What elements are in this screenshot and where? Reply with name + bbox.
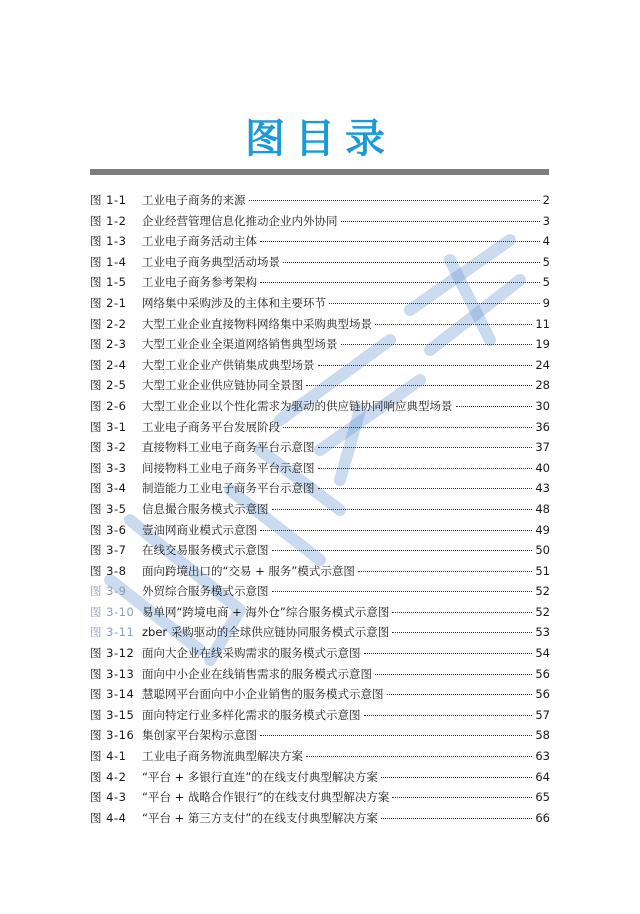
toc-entry[interactable] [90, 355, 550, 376]
figure-title: 慧聪网平台面向中小企业销售的服务模式示意图 [142, 687, 384, 702]
page-number: 56 [535, 666, 550, 681]
toc-entry[interactable] [90, 808, 550, 829]
figure-number: 图 3-6 [90, 522, 127, 537]
page-number: 63 [535, 749, 550, 764]
figure-number: 图 3-8 [90, 563, 127, 578]
dot-leader [375, 324, 532, 325]
figure-title: 间接物料工业电子商务平台示意图 [142, 460, 315, 475]
figure-number: 图 3-12 [90, 646, 135, 661]
toc-entry[interactable] [90, 314, 550, 335]
figure-title: 集创家平台架构示意图 [142, 728, 257, 743]
figure-title: 面向大企业在线采购需求的服务模式示意图 [142, 646, 361, 661]
dot-leader [306, 385, 532, 386]
page-number: 43 [535, 481, 550, 496]
figure-title: “平台 + 多银行直连”的在线支付典型解决方案 [142, 769, 378, 784]
figure-number: 图 2-1 [90, 295, 127, 310]
toc-entry[interactable] [90, 272, 550, 293]
figure-number: 图 3-15 [90, 707, 135, 722]
figure-number: 图 3-2 [90, 440, 127, 455]
figure-number: 图 2-5 [90, 378, 127, 393]
page-number: 65 [535, 790, 550, 805]
figure-title: “平台 + 第三方支付”的在线支付典型解决方案 [142, 810, 378, 825]
figure-title: 面向特定行业多样化需求的服务模式示意图 [142, 707, 361, 722]
page-number: 4 [542, 234, 550, 249]
toc-entry[interactable] [90, 375, 550, 396]
toc-entry[interactable] [90, 622, 550, 643]
dot-leader [381, 777, 532, 778]
figure-title: 制造能力工业电子商务平台示意图 [142, 481, 315, 496]
figure-title: 信息撮合服务模式示意图 [142, 501, 269, 516]
page-number: 54 [535, 646, 550, 661]
toc-entry[interactable] [90, 540, 550, 561]
page-number: 52 [535, 604, 550, 619]
figure-title: “平台 + 战略合作银行”的在线支付典型解决方案 [142, 790, 390, 805]
page-number: 5 [542, 254, 550, 269]
figure-title: zber 采购驱动的全球供应链协同服务模式示意图 [142, 625, 390, 640]
figure-number: 图 3-16 [90, 728, 135, 743]
figure-title: 易单网“跨境电商 + 海外仓”综合服务模式示意图 [142, 604, 390, 619]
toc-entry[interactable] [90, 231, 550, 252]
figure-title: 直接物料工业电子商务平台示意图 [142, 440, 315, 455]
figure-title: 面向跨境出口的“交易 + 服务”模式示意图 [142, 563, 355, 578]
figure-number: 图 3-4 [90, 481, 127, 496]
dot-leader [272, 550, 533, 551]
toc-entry[interactable] [90, 252, 550, 273]
toc-entry[interactable] [90, 293, 550, 314]
toc-entry[interactable] [90, 725, 550, 746]
dot-leader [329, 303, 540, 304]
figure-list [90, 190, 550, 828]
toc-entry[interactable] [90, 499, 550, 520]
figure-number: 图 1-2 [90, 213, 127, 228]
figure-title: 工业电子商务参考架构 [142, 275, 257, 290]
dot-leader [387, 694, 533, 695]
toc-entry[interactable] [90, 787, 550, 808]
figure-title: 工业电子商务的来源 [142, 193, 246, 207]
dot-leader [341, 221, 540, 222]
figure-number: 图 1-5 [90, 275, 127, 290]
toc-entry[interactable] [90, 767, 550, 788]
page-number: 53 [535, 625, 550, 640]
toc-entry[interactable] [90, 334, 550, 355]
figure-title: 面向中小企业在线销售需求的服务模式示意图 [142, 666, 372, 681]
page-number: 2 [542, 193, 550, 207]
page-number: 30 [535, 398, 550, 413]
toc-entry[interactable] [90, 643, 550, 664]
toc-entry[interactable] [90, 684, 550, 705]
page-number: 51 [535, 563, 550, 578]
page-title: 图目录 [245, 116, 395, 162]
figure-title: 工业电子商务活动主体 [142, 234, 257, 249]
page-number: 28 [535, 378, 550, 393]
toc-entry[interactable] [90, 458, 550, 479]
toc-entry[interactable] [90, 664, 550, 685]
figure-title: 企业经营管理信息化推动企业内外协同 [142, 213, 338, 228]
figure-number: 图 2-3 [90, 337, 127, 352]
figure-title: 工业电子商务平台发展阶段 [142, 419, 280, 434]
page-number: 24 [535, 357, 550, 372]
page-number: 37 [535, 440, 550, 455]
figure-number: 图 2-4 [90, 357, 127, 372]
dot-leader [318, 468, 533, 469]
dot-leader [364, 715, 533, 716]
figure-title: 大型工业企业全渠道网络销售典型场景 [142, 337, 338, 352]
dot-leader [272, 591, 533, 592]
toc-entry[interactable] [90, 705, 550, 726]
dot-leader [283, 427, 532, 428]
dot-leader [392, 797, 532, 798]
dot-leader [341, 344, 533, 345]
figure-title: 大型工业企业以个性化需求为驱动的供应链协同响应典型场景 [142, 398, 453, 413]
figure-title: 网络集中采购涉及的主体和主要环节 [142, 295, 326, 310]
figure-title: 外贸综合服务模式示意图 [142, 584, 269, 599]
figure-number: 图 3-9 [90, 584, 127, 599]
figure-title: 大型工业企业直接物料网络集中采购典型场景 [142, 316, 372, 331]
figure-number: 图 4-1 [90, 749, 127, 764]
figure-number: 图 3-1 [90, 419, 127, 434]
page-number: 52 [535, 584, 550, 599]
page-number: 5 [542, 275, 550, 290]
page-number: 58 [535, 728, 550, 743]
toc-entry[interactable] [90, 520, 550, 541]
dot-leader [318, 488, 533, 489]
page-number: 50 [535, 543, 550, 558]
page-number: 9 [542, 295, 550, 310]
dot-leader [272, 509, 533, 510]
page-number: 11 [535, 316, 550, 331]
page-number: 49 [535, 522, 550, 537]
toc-entry[interactable] [90, 396, 550, 417]
figure-number: 图 2-2 [90, 316, 127, 331]
toc-entry[interactable] [90, 478, 550, 499]
page-number: 57 [535, 707, 550, 722]
toc-entry[interactable] [90, 190, 550, 211]
figure-title: 大型工业企业产供销集成典型场景 [142, 357, 315, 372]
dot-leader [306, 756, 532, 757]
dot-leader [249, 200, 540, 201]
toc-entry[interactable] [90, 437, 550, 458]
toc-entry[interactable] [90, 581, 550, 602]
figure-number: 图 3-10 [90, 604, 135, 619]
dot-leader [260, 241, 540, 242]
toc-entry[interactable] [90, 211, 550, 232]
dot-leader [364, 653, 533, 654]
figure-title: 壹油网商业模式示意图 [142, 522, 257, 537]
toc-entry[interactable] [90, 746, 550, 767]
dot-leader [381, 818, 532, 819]
figure-number: 图 3-11 [90, 625, 135, 640]
dot-leader [260, 735, 532, 736]
figure-number: 图 1-1 [90, 193, 127, 207]
dot-leader [392, 632, 532, 633]
figure-number: 图 3-5 [90, 501, 127, 516]
dot-leader [283, 262, 540, 263]
figure-number: 图 3-7 [90, 543, 127, 558]
page-number: 40 [535, 460, 550, 475]
figure-title: 在线交易服务模式示意图 [142, 543, 269, 558]
toc-entry[interactable] [90, 561, 550, 582]
figure-number: 图 4-4 [90, 810, 127, 825]
toc-entry[interactable] [90, 602, 550, 623]
dot-leader [456, 406, 533, 407]
figure-number: 图 3-3 [90, 460, 127, 475]
dot-leader [392, 612, 532, 613]
page-number: 19 [535, 337, 550, 352]
page-number: 64 [535, 769, 550, 784]
title-divider [90, 169, 549, 175]
page-number: 36 [535, 419, 550, 434]
dot-leader [260, 282, 540, 283]
figure-number: 图 4-3 [90, 790, 127, 805]
figure-number: 图 1-3 [90, 234, 127, 249]
figure-title: 工业电子商务物流典型解决方案 [142, 749, 303, 764]
figure-number: 图 2-6 [90, 398, 127, 413]
figure-number: 图 3-14 [90, 687, 135, 702]
figure-number: 图 3-13 [90, 666, 135, 681]
figure-title: 大型工业企业供应链协同全景图 [142, 378, 303, 393]
page-number: 48 [535, 501, 550, 516]
dot-leader [358, 571, 532, 572]
page-number: 3 [542, 213, 550, 228]
dot-leader [260, 530, 532, 531]
dot-leader [375, 674, 532, 675]
figure-title: 工业电子商务典型活动场景 [142, 254, 280, 269]
dot-leader [318, 365, 533, 366]
page-number: 66 [535, 810, 550, 825]
figure-number: 图 1-4 [90, 254, 127, 269]
page-number: 56 [535, 687, 550, 702]
dot-leader [318, 447, 533, 448]
toc-entry[interactable] [90, 417, 550, 438]
figure-number: 图 4-2 [90, 769, 127, 784]
